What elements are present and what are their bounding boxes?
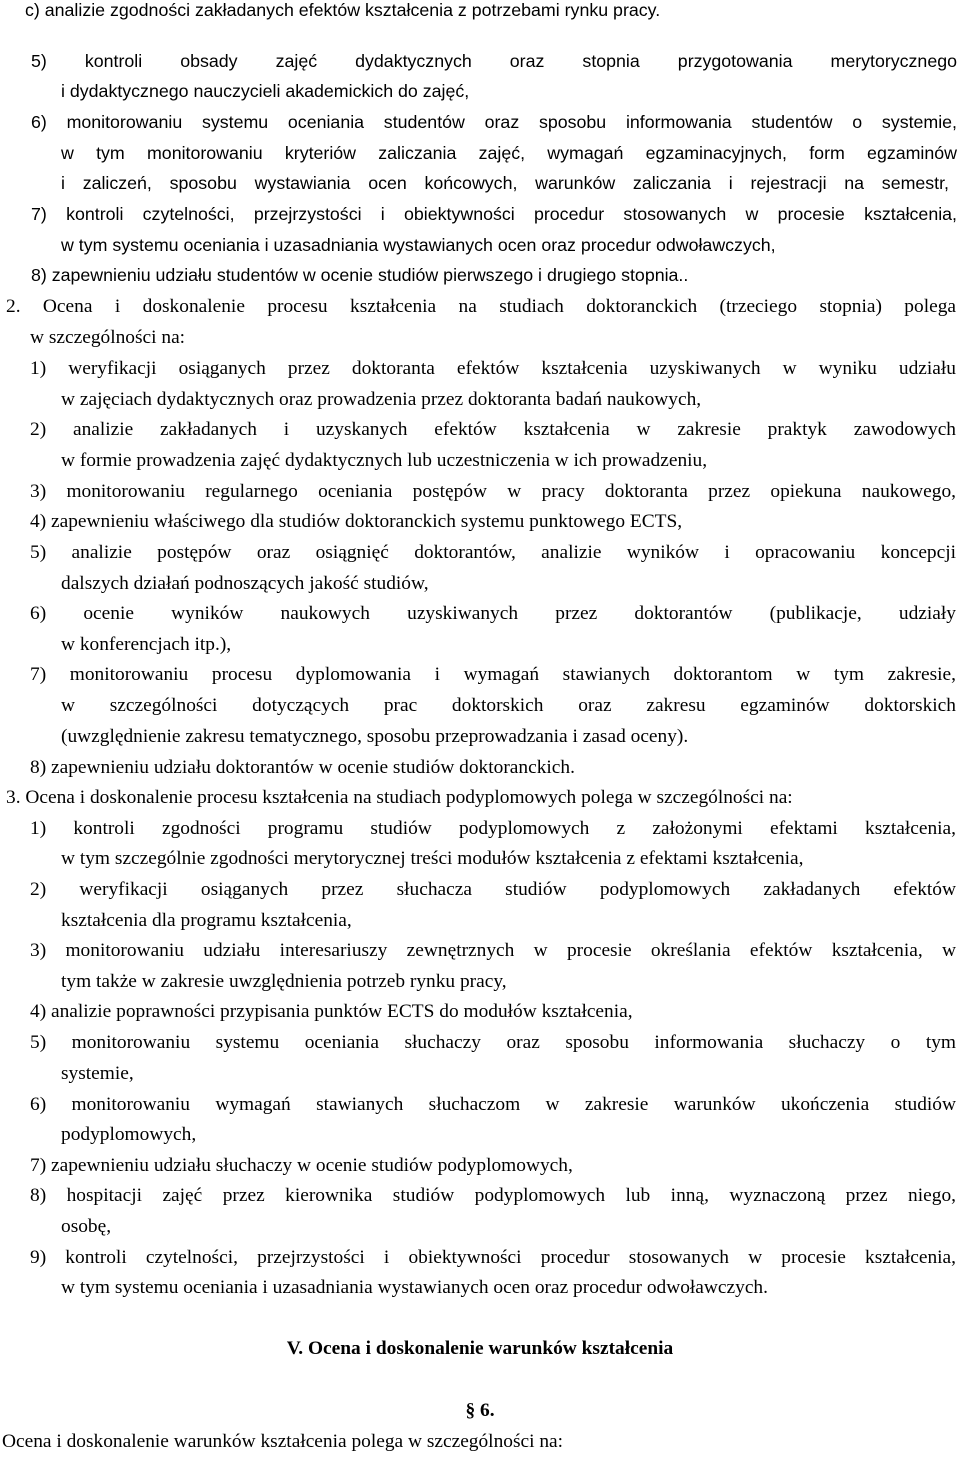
list-item-5: 5) monitorowaniu systemu oceniania słuchaczy oraz sposobu informowania słuchaczy o tym bbox=[30, 1032, 956, 1053]
list-item-4: 4) analizie poprawności przypisania punktów ECTS do modułów kształcenia, bbox=[30, 1001, 633, 1022]
text-line: w formie prowadzenia zajęć dydaktycznych lub uczestniczenia w ich prowadzeniu, bbox=[61, 450, 708, 471]
text-line: tym także w zakresie uwzględnienia potrzeb rynku pracy, bbox=[61, 971, 507, 992]
text-line: systemie, bbox=[61, 1063, 134, 1084]
text-line: w zajęciach dydaktycznych oraz prowadzenia przez doktoranta badań naukowych, bbox=[61, 389, 702, 410]
section-v-heading: V. Ocena i doskonalenie warunków kształcenia bbox=[286, 1338, 674, 1359]
text-line: c) analizie zgodności zakładanych efektów kształcenia z potrzebami rynku pracy. bbox=[25, 0, 661, 20]
text-line: w szczególności dotyczących prac doktorskich oraz zakresu egzaminów doktorskich bbox=[61, 695, 956, 716]
list-item-8: 8) zapewnieniu udziału doktorantów w ocenie studiów doktoranckich. bbox=[30, 757, 575, 778]
list-item-1: 1) kontroli zgodności programu studiów podyplomowych z założonymi efektami kształcenia, bbox=[30, 818, 956, 839]
list-item-6: 6) monitorowaniu wymagań stawianych słuchaczom w zakresie warunków ukończenia studiów bbox=[30, 1094, 956, 1115]
section-v-intro: Ocena i doskonalenie warunków kształcenia polega w szczególności na: bbox=[2, 1431, 564, 1452]
list-item-2: 2) analizie zakładanych i uzyskanych efektów kształcenia w zakresie praktyk zawodowych bbox=[30, 419, 956, 440]
text-line: osobę, bbox=[61, 1216, 112, 1237]
text-line: w szczególności na: bbox=[30, 327, 186, 348]
text-line: w tym systemu oceniania i uzasadniania wystawianych ocen oraz procedur odwoławczych, bbox=[61, 235, 776, 255]
list-item-2: 2) weryfikacji osiąganych przez słuchacza studiów podyplomowych zakładanych efektów bbox=[30, 879, 956, 900]
list-item-8: 8) zapewnieniu udziału studentów w ocenie studiów pierwszego i drugiego stopnia.. bbox=[31, 265, 689, 285]
list-item-3: 3) monitorowaniu udziału interesariuszy zewnętrznych w procesie określania efektów kształcenia, w bbox=[30, 940, 956, 961]
list-item-8: 8) hospitacji zajęć przez kierownika studiów podyplomowych lub inną, wyznaczoną przez niego, bbox=[30, 1185, 956, 1206]
list-item-1: 1) weryfikacji osiąganych przez doktoranta efektów kształcenia uzyskiwanych w wyniku udziału bbox=[30, 358, 956, 379]
list-item-7: 7) monitorowaniu procesu dyplomowania i wymagań stawianych doktorantom w tym zakresie, bbox=[30, 664, 956, 685]
list-item-4: 4) zapewnieniu właściwego dla studiów doktoranckich systemu punktowego ECTS, bbox=[30, 511, 683, 532]
text-line: i dydaktycznego nauczycieli akademickich do zajęć, bbox=[61, 81, 470, 101]
list-item-6: 6) monitorowaniu systemu oceniania studentów oraz sposobu informowania studentów o systemie, bbox=[31, 112, 957, 132]
text-line: w tym monitorowaniu kryteriów zaliczania zajęć, wymagań egzaminacyjnych, form egzaminów bbox=[61, 143, 957, 163]
text-line: w tym szczególnie zgodności merytorycznej treści modułów kształcenia z efektami kształcenia, bbox=[61, 848, 804, 869]
text-line: w tym systemu oceniania i uzasadniania wystawianych ocen oraz procedur odwoławczych. bbox=[61, 1277, 768, 1298]
list-item-5: 5) kontroli obsady zajęć dydaktycznych oraz stopnia przygotowania merytorycznego bbox=[31, 51, 957, 71]
list-item-5: 5) analizie postępów oraz osiągnięć doktorantów, analizie wyników i opracowaniu koncepcji bbox=[30, 542, 956, 563]
list-item-6: 6) ocenie wyników naukowych uzyskiwanych przez doktorantów (publikacje, udziały bbox=[30, 603, 956, 624]
text-line: kształcenia dla programu kształcenia, bbox=[61, 910, 352, 931]
text-line: podyplomowych, bbox=[61, 1124, 197, 1145]
list-item-3: 3) monitorowaniu regularnego oceniania postępów w pracy doktoranta przez opiekuna naukowego, bbox=[30, 481, 956, 502]
text-line: (uwzględnienie zakresu tematycznego, sposobu przeprowadzania i zasad oceny). bbox=[61, 726, 689, 747]
text-line: dalszych działań podnoszących jakość studiów, bbox=[61, 573, 429, 594]
list-item-7: 7) kontroli czytelności, przejrzystości i obiektywności procedur stosowanych w procesie kształcenia, bbox=[31, 204, 957, 224]
list-item-7: 7) zapewnieniu udziału słuchaczy w ocenie studiów podyplomowych, bbox=[30, 1155, 573, 1176]
paragraph-mark: § 6. bbox=[465, 1400, 495, 1421]
list-item-9: 9) kontroli czytelności, przejrzystości i obiektywności procedur stosowanych w procesie kształcenia, bbox=[30, 1247, 956, 1268]
text-line: i zaliczeń, sposobu wystawiania ocen końcowych, warunków zaliczania i rejestracji na semestr, bbox=[61, 173, 949, 193]
section-2-heading: 2. Ocena i doskonalenie procesu kształcenia na studiach doktoranckich (trzeciego stopnia) polega bbox=[6, 296, 956, 317]
text-line: w konferencjach itp.), bbox=[61, 634, 232, 655]
section-3-heading: 3. Ocena i doskonalenie procesu kształcenia na studiach podyplomowych polega w szczególności na: bbox=[6, 787, 793, 808]
